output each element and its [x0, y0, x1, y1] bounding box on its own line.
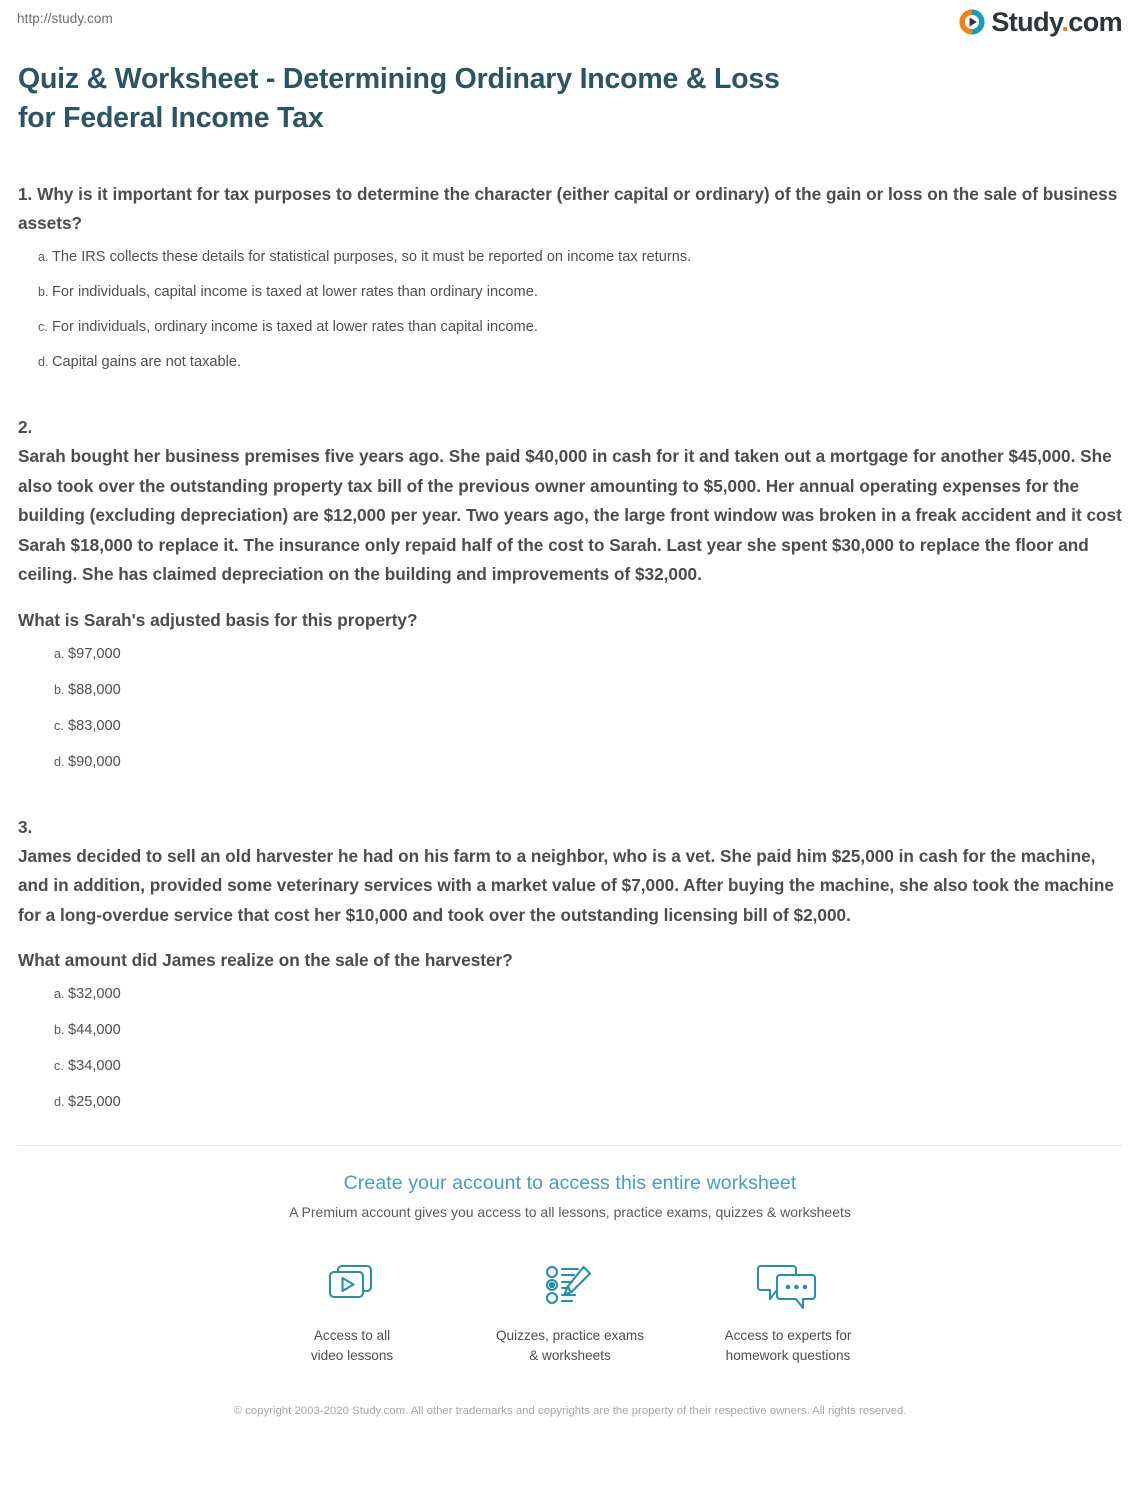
promo-features [0, 1254, 1140, 1366]
feature-item [461, 1254, 679, 1366]
answer-text: $32,000 [68, 986, 121, 1002]
answer-option[interactable] [18, 248, 1122, 266]
question-body: James decided to sell an old harvester he had on his farm to a neighbor, who is a vet. She paid him $25,000 in cash for the machine, and in addition, provided some veterinary services with a market value of $7,000. After buying the machine, she also took the machine for a long-overdue service that cost her $10,000 and took over the outstanding licensing bill of $2,000. [18, 845, 1114, 925]
logo-dot: . [1061, 7, 1069, 37]
page-title-line-1: Quiz & Worksheet - Determining Ordinary Income & Loss [18, 63, 780, 95]
answer-text: For individuals, capital income is taxed at lower rates than ordinary income. [52, 284, 538, 300]
answer-option[interactable] [18, 353, 1122, 371]
answer-option[interactable] [18, 1093, 1122, 1111]
question-prompt: What amount did James realize on the sale of the harvester? [18, 950, 513, 970]
answer-letter: d. [54, 754, 65, 769]
question-block [18, 180, 1122, 371]
title-section [0, 48, 1140, 138]
answer-option[interactable] [18, 753, 1122, 771]
feature-item [243, 1254, 461, 1366]
question-stem: 1. Why is it important for tax purposes to determine the character (either capital or ordinary) of the gain or loss on the sale of business assets? [18, 184, 1118, 233]
answer-text: $90,000 [68, 753, 121, 770]
feature-label-line-1: Access to experts for [724, 1328, 852, 1343]
promo-subheading: A Premium account gives you access to all lessons, practice exams, quizzes & worksheets [289, 1204, 851, 1220]
answer-text: The IRS collects these details for statistical purposes, so it must be reported on income tax returns. [52, 249, 692, 265]
answer-text: For individuals, ordinary income is taxed at lower rates than capital income. [52, 319, 538, 335]
answer-text: $34,000 [68, 1058, 121, 1074]
answer-text: $83,000 [68, 717, 121, 734]
question-body: Sarah bought her business premises five years ago. She paid $40,000 in cash for it and taken out a mortgage for another $45,000. She also took over the outstanding property tax bill of the previous owner amounting to $5,000. Her annual operating expenses for the building (excluding depreciation) are $12,000 per year. Two years ago, the large front window was broken in a freak accident and it cost Sarah $18,000 to replace it. The insurance only repaid half of the cost to Sarah. Last year she spent $30,000 to replace the floor and ceiling. She has claimed depreciation on the building and improvements of $32,000. [18, 446, 1122, 584]
answer-text: Capital gains are not taxable. [52, 354, 242, 370]
page-title [18, 60, 898, 138]
study-com-logo[interactable] [958, 8, 1122, 36]
feature-label-line-1: Quizzes, practice exams [495, 1328, 645, 1343]
promo-section [0, 1146, 1140, 1420]
question-number: 3. [18, 816, 33, 837]
answer-letter: b. [54, 1023, 65, 1037]
video-lessons-icon [243, 1254, 461, 1316]
feature-label-line-2: video lessons [310, 1348, 394, 1363]
answer-options [18, 645, 1122, 771]
answer-text: $88,000 [68, 681, 121, 698]
answer-option[interactable] [18, 985, 1122, 1003]
answer-letter: a. [54, 987, 65, 1001]
logo-word-com: com [1068, 7, 1122, 37]
answer-options [18, 985, 1122, 1111]
logo-word-study: Study [991, 7, 1062, 37]
copyright-text: © copyright 2003-2020 Study.com. All other trademarks and copyrights are the property of their respective owners. All rights reserved. [233, 1405, 907, 1417]
answer-option[interactable] [18, 681, 1122, 699]
answer-option[interactable] [18, 645, 1122, 663]
feature-label [243, 1326, 461, 1366]
question-block [18, 413, 1122, 771]
feature-label [461, 1326, 679, 1366]
answer-letter: d. [38, 355, 49, 369]
site-url: http://study.com [17, 11, 113, 26]
answer-option[interactable] [18, 1021, 1122, 1039]
questions-list [0, 180, 1140, 1111]
page-header [0, 0, 1140, 48]
feature-label-line-2: homework questions [725, 1348, 851, 1363]
answer-text: $44,000 [68, 1022, 121, 1038]
play-circle-icon [958, 8, 986, 36]
quiz-pencil-icon [461, 1254, 679, 1316]
answer-text: $25,000 [68, 1094, 121, 1110]
answer-option[interactable] [18, 318, 1122, 336]
answer-letter: a. [54, 646, 65, 661]
feature-label-line-1: Access to all [313, 1328, 391, 1343]
answer-option[interactable] [18, 283, 1122, 301]
answer-letter: c. [54, 718, 64, 733]
question-block [18, 813, 1122, 1112]
feature-item [679, 1254, 897, 1366]
chat-bubbles-icon [679, 1254, 897, 1316]
feature-label-line-2: & worksheets [529, 1348, 611, 1363]
page-title-line-2: for Federal Income Tax [18, 102, 324, 134]
question-prompt: What is Sarah's adjusted basis for this property? [18, 609, 418, 630]
answer-letter: a. [38, 250, 49, 264]
answer-letter: b. [38, 285, 49, 299]
answer-letter: c. [38, 320, 48, 334]
answer-letter: b. [54, 682, 65, 697]
answer-letter: d. [54, 1095, 65, 1109]
answer-option[interactable] [18, 1057, 1122, 1075]
answer-options [18, 248, 1122, 371]
answer-text: $97,000 [68, 645, 121, 662]
answer-option[interactable] [18, 717, 1122, 735]
answer-letter: c. [54, 1059, 64, 1073]
create-account-link[interactable]: Create your account to access this entire worksheet [343, 1172, 797, 1194]
question-number: 2. [18, 417, 33, 437]
logo-wordmark [991, 8, 1122, 36]
feature-label [679, 1326, 897, 1366]
